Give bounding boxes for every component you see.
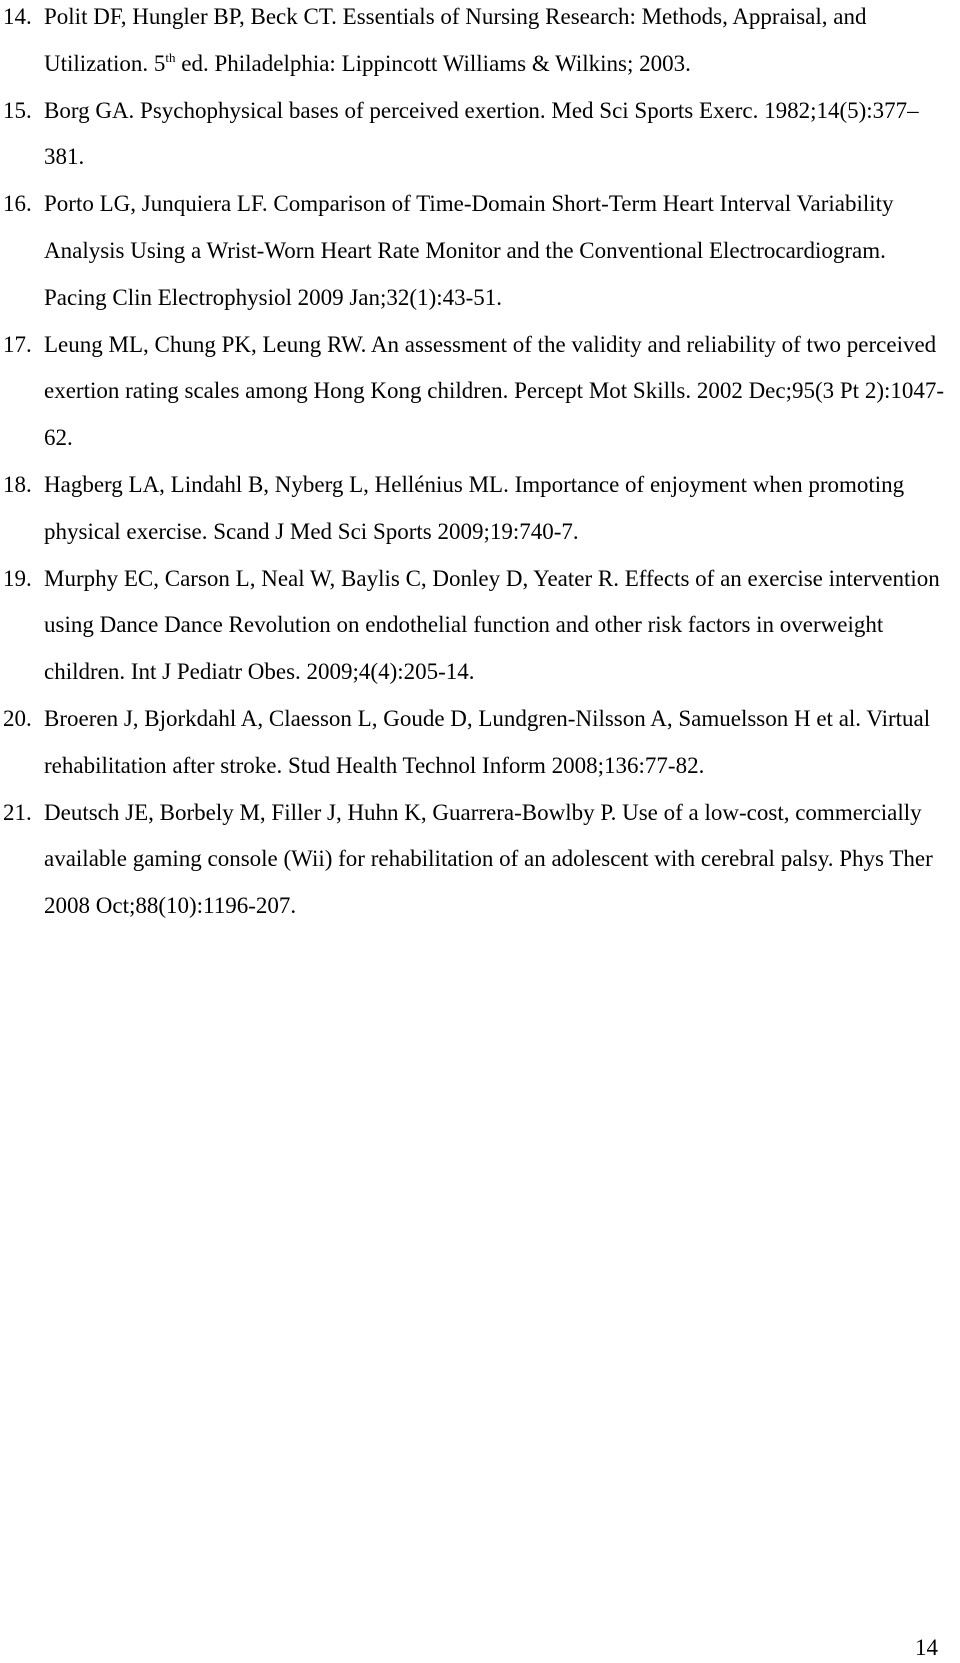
reference-item-21 xyxy=(3,790,948,930)
reference-text: Leung ML, Chung PK, Leung RW. An assessment of the validity and reliability of two perceived exertion rating scales among Hong Kong children. Percept Mot Skills. 2002 Dec;95(3 Pt 2):1047-62. xyxy=(44,331,945,451)
reference-number: 21. xyxy=(3,799,32,825)
reference-number: 17. xyxy=(3,331,32,357)
edition-superscript: th xyxy=(165,49,176,65)
page-number: 14 xyxy=(915,1635,938,1660)
reference-text-after-superscript: ed. Philadelphia: Lippincott Williams & Wilkins; 2003. xyxy=(175,50,691,76)
reference-number: 15. xyxy=(3,97,32,123)
reference-text: Hagberg LA, Lindahl B, Nyberg L, Hellénius ML. Importance of enjoyment when promoting physical exercise. Scand J Med Sci Sports 2009;19:740-7. xyxy=(44,471,905,544)
reference-text: Murphy EC, Carson L, Neal W, Baylis C, Donley D, Yeater R. Effects of an exercise intervention using Dance Dance Revolution on endothelial function and other risk factors in overweight children. Int J Pediatr Obes. 2009;4(4):205-14. xyxy=(44,565,940,685)
reference-text xyxy=(44,4,866,76)
reference-item-15 xyxy=(3,88,948,182)
reference-number: 14. xyxy=(3,4,32,29)
reference-list xyxy=(3,0,948,930)
reference-number: 16. xyxy=(3,191,32,217)
reference-item-18 xyxy=(3,462,948,556)
reference-item-19 xyxy=(3,556,948,696)
reference-number: 18. xyxy=(3,471,32,497)
reference-item-16 xyxy=(3,181,948,321)
reference-number: 20. xyxy=(3,705,32,731)
reference-item-17 xyxy=(3,322,948,462)
reference-text: Deutsch JE, Borbely M, Filler J, Huhn K, Guarrera-Bowlby P. Use of a low-cost, commercially available gaming console (Wii) for rehabilitation of an adolescent with cerebral palsy. Phys Ther 2008 Oct;88(10):1196-207. xyxy=(44,799,933,919)
reference-item-20 xyxy=(3,696,948,790)
reference-text: Broeren J, Bjorkdahl A, Claesson L, Goude D, Lundgren-Nilsson A, Samuelsson H et al. Virtual rehabilitation after stroke. Stud Health Technol Inform 2008;136:77-82. xyxy=(44,705,931,778)
reference-text-before-superscript: Polit DF, Hungler BP, Beck CT. Essentials of Nursing Research: Methods, Appraisal, and Utilization. 5 xyxy=(44,4,867,76)
reference-text: Porto LG, Junquiera LF. Comparison of Time-Domain Short-Term Heart Interval Variability Analysis Using a Wrist-Worn Heart Rate Monitor and the Conventional Electrocardiogram. Pacing Clin Electrophysiol 2009 Jan;32(1):43-51. xyxy=(44,191,894,310)
reference-number: 19. xyxy=(3,565,32,591)
reference-text: Borg GA. Psychophysical bases of perceived exertion. Med Sci Sports Exerc. 1982;14(5):377–381. xyxy=(44,97,919,170)
reference-item-14 xyxy=(3,0,948,88)
